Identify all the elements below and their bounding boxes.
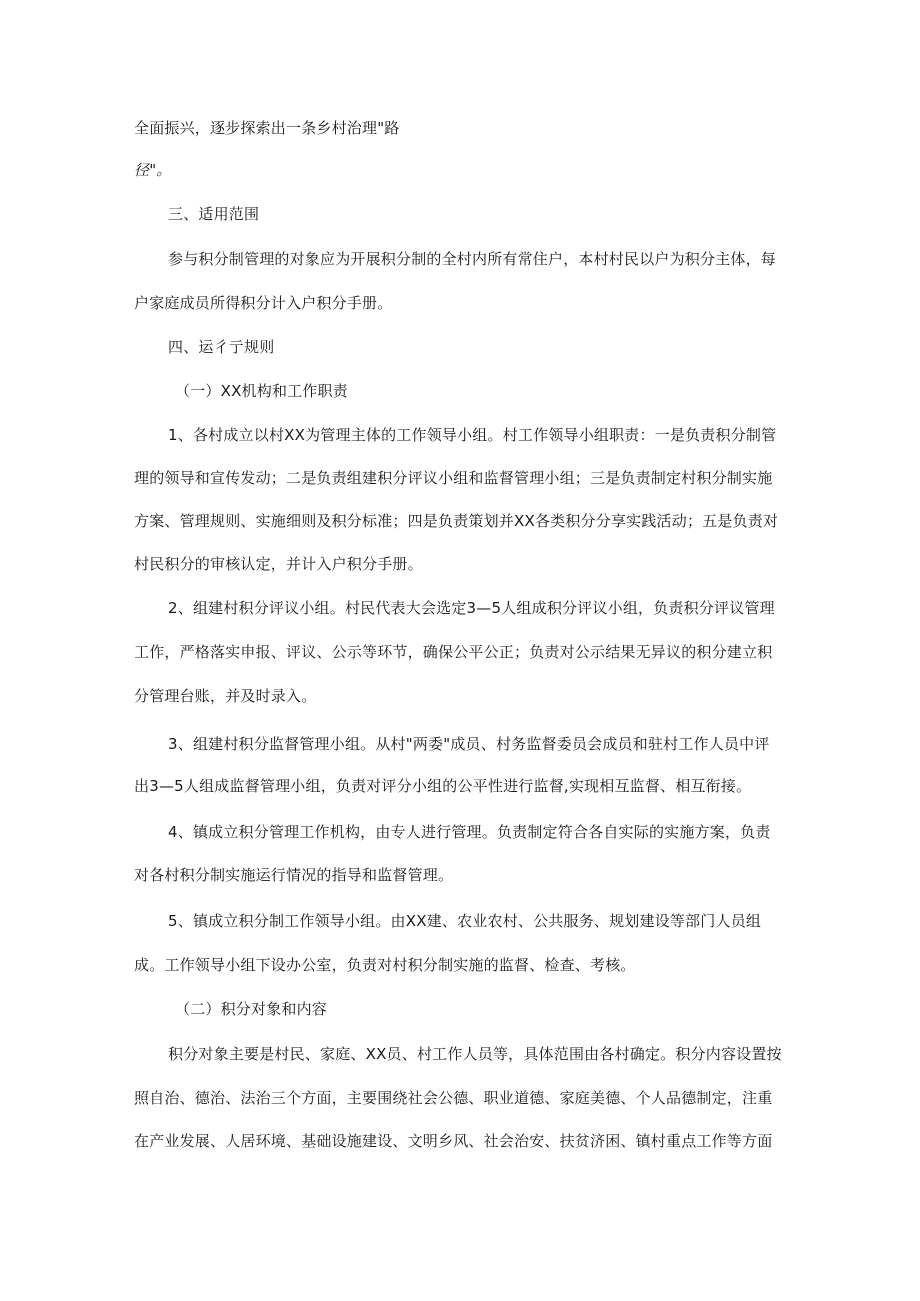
subsection-heading: （二）积分对象和内容 [175,1000,328,1018]
text-line: 全面振兴，逐步探索出一条乡村治理"路 [134,119,400,137]
text-line: 参与积分制管理的对象应为开展积分制的全村内所有常住户，本村村民以户为积分主体，每 [168,250,777,268]
text-line: 方案、管理规则、实施细则及积分标准；四是负责策划并XX各类积分分享实践活动；五是负责对 [134,512,779,530]
text-line: 在产业发展、人居环境、基础设施建设、文明乡风、社会治安、扶贫济困、镇村重点工作等方面 [134,1132,773,1150]
text-line: 积分对象主要是村民、家庭、XX员、村工作人员等，具体范围由各村确定。积分内容设置按 [168,1045,782,1063]
text-line: 户家庭成员所得积分计入户积分手册。 [134,294,393,312]
text-line: 1、各村成立以村XX为管理主体的工作领导小组。村工作领导小组职责：一是负责积分制管 [168,426,777,444]
text-line: 照自治、德治、法治三个方面，主要围绕社会公德、职业道德、家庭美德、个人品德制定，注重 [134,1089,773,1107]
text-line: 分管理台账，并及时录入。 [134,687,317,705]
section-heading: 三、适用范围 [168,205,260,223]
text-line: 成。工作领导小组下设办公室，负责对村积分制实施的监督、检查、考核。 [134,956,636,974]
text-line: 4、镇成立积分管理工作机构，由专人进行管理。负责制定符合各自实际的实施方案，负责 [168,823,771,841]
section-heading: 四、运彳亍规则 [168,338,275,356]
text-line: 对各村积分制实施运行情况的指导和监督管理。 [134,866,454,884]
text-line: 5、镇成立积分制工作领导小组。由XX建、农业农村、公共服务、规划建设等部门人员组 [168,912,762,930]
text-line: 3、组建村积分监督管理小组。从村"两委"成员、村务监督委员会成员和驻村工作人员中评 [168,735,770,753]
subsection-heading: （一）XX机构和工作职责 [175,382,348,400]
text-line: 村民积分的审核认定，并计入户积分手册。 [134,555,423,573]
text-line: 2、组建村积分评议小组。村民代表大会选定3—5人组成积分评议小组，负责积分评议管理 [168,599,775,617]
text-line: 出3—5人组成监督管理小组，负责对评分小组的公平性进行监督,实现相互监督、相互衔接。 [134,777,752,795]
text-line: 理的领导和宣传发动；二是负责组建积分评议小组和监督管理小组；三是负责制定村积分制实施 [134,469,773,487]
text-line: 工作，严格落实申报、评议、公示等环节，确保公平公正；负责对公示结果无异议的积分建立积 [134,643,773,661]
text-line: 径"。 [134,161,172,179]
